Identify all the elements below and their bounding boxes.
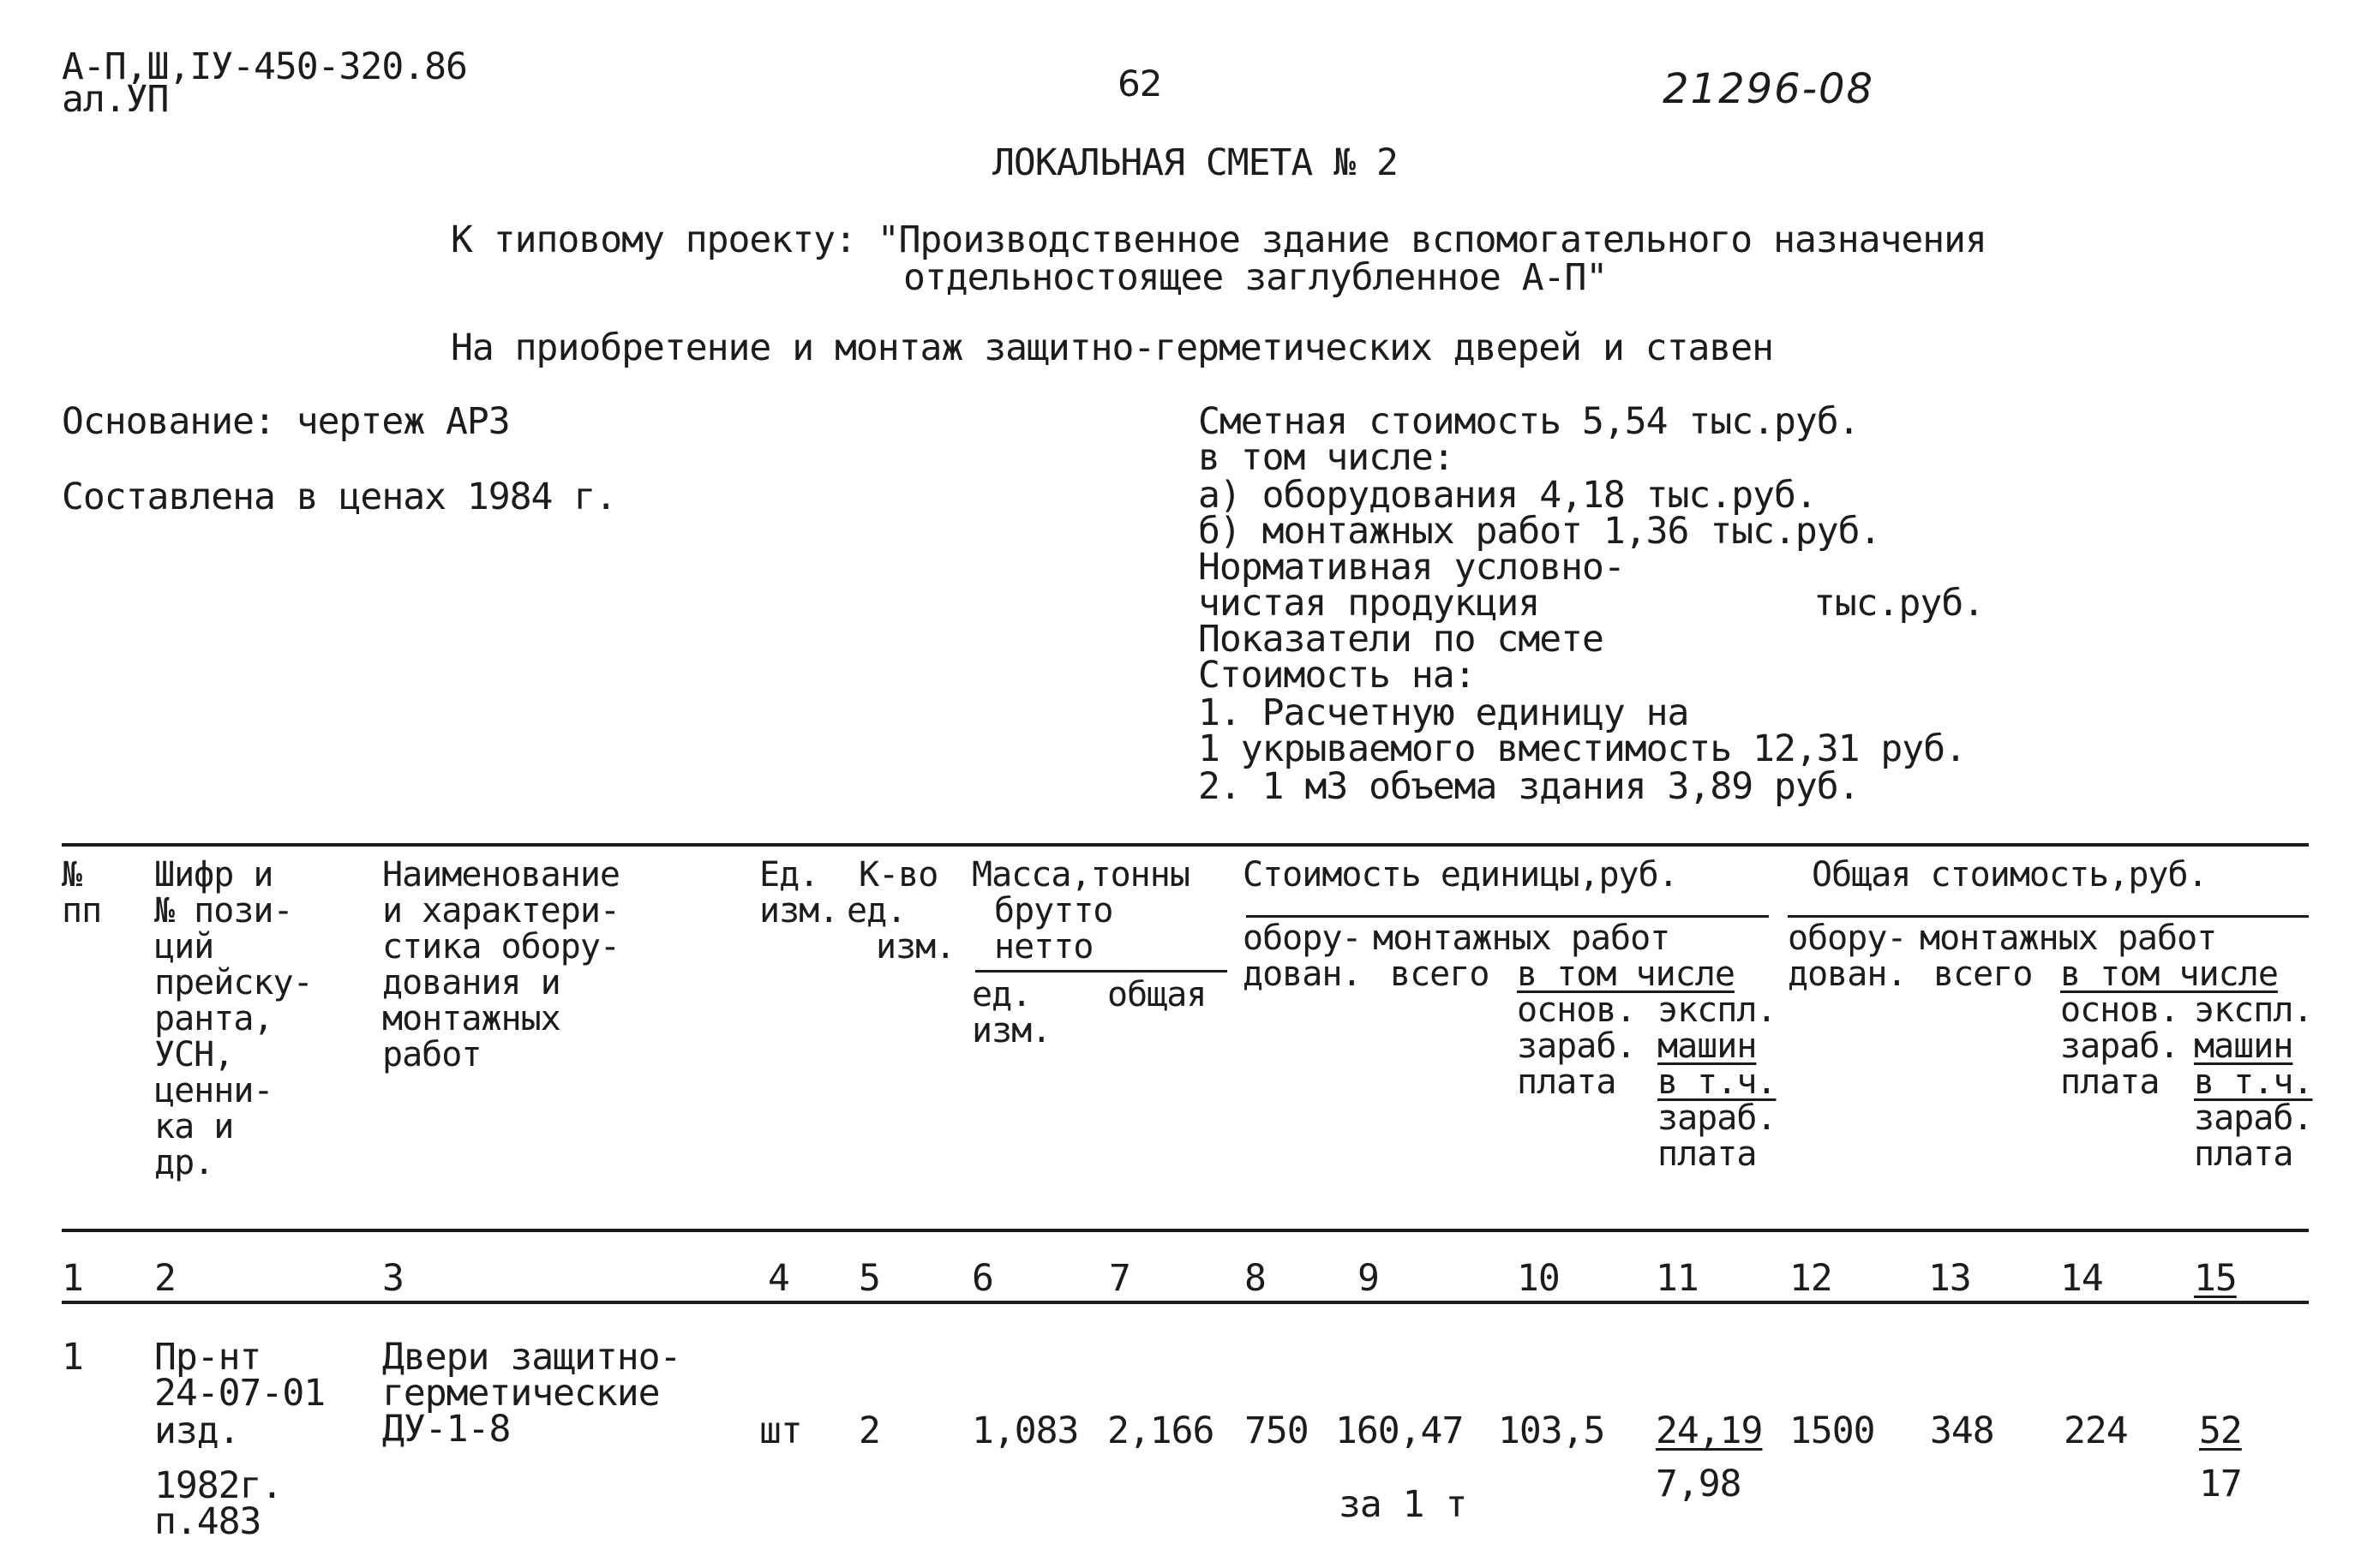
row-machine-wage-unit: 7,98: [1656, 1463, 1741, 1505]
estimated-cost: Сметная стоимость 5,54 тыс.руб.: [1198, 400, 1860, 443]
col-number-7: 7: [1109, 1257, 1130, 1300]
equipment-cost: а) оборудования 4,18 тыс.руб.: [1198, 474, 1817, 517]
row-machine-total: 52: [2199, 1409, 2242, 1452]
row-mass-total: 2,166: [1107, 1409, 1214, 1452]
total-vsego-header: всего: [1933, 955, 2033, 994]
col-number-9: 9: [1357, 1257, 1379, 1300]
row-machine-wage-total: 17: [2199, 1463, 2242, 1505]
total-wage-header-1: основ.: [2060, 990, 2179, 1030]
montage-cost: б) монтажных работ 1,36 тыс.руб.: [1198, 510, 1881, 553]
indicators-label: Показатели по смете: [1198, 618, 1603, 661]
normative-line2: чистая продукция: [1198, 582, 1540, 625]
col5-header-2: ед.: [847, 891, 907, 931]
unit-wage-header-2: зараб.: [1517, 1026, 1636, 1066]
project-line1: К типовому проекту: "Производственное здание вспомогательного назначения: [451, 218, 1986, 261]
mass-unit-header-2: изм.: [972, 1011, 1052, 1050]
total-incl-header: в том числе: [2060, 955, 2278, 994]
col3-header-3: стика обору-: [382, 927, 620, 967]
table-header-bottom-rule: [62, 1229, 2309, 1232]
unit-expl-header-5: плата: [1657, 1134, 1757, 1174]
col3-header-1: Наименование: [382, 855, 620, 895]
row-code-2: 24-07-01: [154, 1372, 326, 1415]
normative-line1: Нормативная условно-: [1198, 546, 1625, 589]
row-wage-total: 224: [2064, 1409, 2128, 1452]
col2-header-4: прейску-: [154, 963, 313, 1002]
col3-header-6: работ: [382, 1035, 482, 1074]
col2-header-9: др.: [154, 1143, 214, 1182]
total-expl-header-4: зараб.: [2194, 1098, 2313, 1138]
col-number-8: 8: [1244, 1257, 1266, 1300]
indicator-2: 2. 1 м3 объема здания 3,89 руб.: [1198, 765, 1860, 808]
cost-on-label: Стоимость на:: [1198, 654, 1476, 697]
row-unit: шт: [759, 1409, 802, 1452]
unit-cost-header: Стоимость единицы,руб.: [1243, 855, 1678, 895]
col-number-2: 2: [154, 1257, 176, 1300]
mass-header: Масса,тонны: [972, 855, 1190, 895]
row-mass-unit: 1,083: [972, 1409, 1079, 1452]
mass-unit-header-1: ед.: [972, 975, 1032, 1014]
col-number-12: 12: [1789, 1257, 1832, 1300]
unit-vsego-header: всего: [1390, 955, 1489, 994]
unit-incl-header: в том числе: [1517, 955, 1735, 994]
total-expl-header-3: в т.ч.: [2194, 1062, 2313, 1102]
total-expl-header-5: плата: [2194, 1134, 2293, 1174]
unit-wage-header-1: основ.: [1517, 990, 1636, 1030]
unit-expl-header-1: экспл.: [1657, 990, 1777, 1030]
row-code-4: 1982г.: [154, 1464, 283, 1507]
purpose-line: На приобретение и монтаж защитно-герметических дверей и ставен: [451, 326, 1774, 369]
col4-header-1: Ед.: [759, 855, 819, 895]
row-machine-unit: 24,19: [1656, 1409, 1763, 1452]
total-wage-header-2: зараб.: [2060, 1026, 2179, 1066]
col-number-10: 10: [1517, 1257, 1560, 1300]
doc-number: 21296-08: [1663, 65, 1875, 113]
unit-equip-header-1: обору-: [1243, 919, 1362, 958]
doc-code-line2: ал.УП: [62, 78, 169, 121]
col-number-5: 5: [859, 1257, 880, 1300]
mass-brutto: брутто: [994, 891, 1113, 931]
row-code-5: п.483: [154, 1500, 261, 1543]
mass-total-header: общая: [1107, 975, 1207, 1014]
mass-netto-rule: [975, 970, 1227, 973]
col2-header-1: Шифр и: [154, 855, 273, 895]
unit-cost-subrule: [1246, 915, 1769, 918]
col4-header-2: изм.: [759, 891, 839, 931]
col2-header-8: ка и: [154, 1107, 234, 1146]
col-number-6: 6: [972, 1257, 993, 1300]
col1-header-2: пп: [62, 891, 102, 931]
col-number-4: 4: [768, 1257, 789, 1300]
col-number-14: 14: [2060, 1257, 2103, 1300]
column-numbers-rule: [62, 1301, 2309, 1304]
total-equip-header-2: дован.: [1788, 955, 1907, 994]
unit-expl-header-2: машин: [1657, 1026, 1757, 1066]
row-name-1: Двери защитно-: [382, 1336, 681, 1379]
col-number-3: 3: [382, 1257, 404, 1300]
row-code-3: изд.: [154, 1409, 240, 1452]
col3-header-2: и характери-: [382, 891, 620, 931]
project-line2: отдельностоящее заглубленное А-П": [903, 256, 1608, 299]
unit-expl-header-3: в т.ч.: [1657, 1062, 1777, 1102]
row-per-note: за 1 т: [1339, 1483, 1467, 1526]
unit-wage-header-3: плата: [1517, 1062, 1616, 1102]
col-number-13: 13: [1928, 1257, 1971, 1300]
total-montage-header: монтажных работ: [1920, 919, 2217, 958]
total-equip-header-1: обору-: [1788, 919, 1907, 958]
total-expl-header-2: машин: [2194, 1026, 2293, 1066]
mass-netto: нетто: [994, 927, 1094, 967]
row-number: 1: [62, 1336, 83, 1379]
page-number: 62: [1118, 63, 1162, 105]
total-expl-header-1: экспл.: [2194, 990, 2313, 1030]
unit-equip-header-2: дован.: [1243, 955, 1362, 994]
total-wage-header-3: плата: [2060, 1062, 2160, 1102]
col1-header-1: №: [62, 855, 82, 895]
indicator-1-line1: 1. Расчетную единицу на: [1198, 691, 1689, 734]
col-number-11: 11: [1656, 1257, 1699, 1300]
col2-header-6: УСН,: [154, 1035, 234, 1074]
row-equip-total: 1500: [1789, 1409, 1875, 1452]
row-montage-total: 348: [1930, 1409, 1994, 1452]
col2-header-7: ценни-: [154, 1071, 273, 1110]
row-name-3: ДУ-1-8: [382, 1408, 511, 1451]
including-label: в том числе:: [1198, 436, 1454, 479]
table-top-rule: [62, 843, 2309, 847]
col3-header-5: монтажных: [382, 999, 560, 1038]
row-montage-unit-total: 160,47: [1335, 1409, 1464, 1452]
normative-unit: тыс.руб.: [1813, 582, 1985, 625]
indicator-1-line2: 1 укрываемого вместимость 12,31 руб.: [1198, 727, 1966, 770]
col2-header-5: ранта,: [154, 999, 273, 1038]
row-name-2: герметические: [382, 1372, 660, 1415]
col-number-1: 1: [62, 1257, 83, 1300]
unit-montage-header: монтажных работ: [1373, 919, 1670, 958]
col5-header-1: К-во: [859, 855, 938, 895]
col-number-15: 15: [2194, 1257, 2237, 1300]
doc-code-line1: А-П,Ш,IУ-450-320.86: [62, 45, 467, 88]
total-cost-header: Общая стоимость,руб.: [1812, 855, 2208, 895]
row-wage-unit: 103,5: [1498, 1409, 1605, 1452]
col3-header-4: дования и: [382, 963, 560, 1002]
doc-title: ЛОКАЛЬНАЯ СМЕТА № 2: [992, 141, 1398, 184]
col2-header-2: № пози-: [154, 891, 293, 931]
unit-expl-header-4: зараб.: [1657, 1098, 1777, 1138]
col2-header-3: ций: [154, 927, 214, 967]
row-equip-unit: 750: [1244, 1409, 1309, 1452]
row-qty: 2: [859, 1409, 880, 1452]
basis-text: Основание: чертеж АРЗ: [62, 400, 510, 443]
col5-header-3: изм.: [876, 927, 956, 967]
prices-text: Составлена в ценах 1984 г.: [62, 476, 617, 518]
row-code-1: Пр-нт: [154, 1336, 261, 1379]
total-cost-subrule: [1788, 915, 2309, 918]
